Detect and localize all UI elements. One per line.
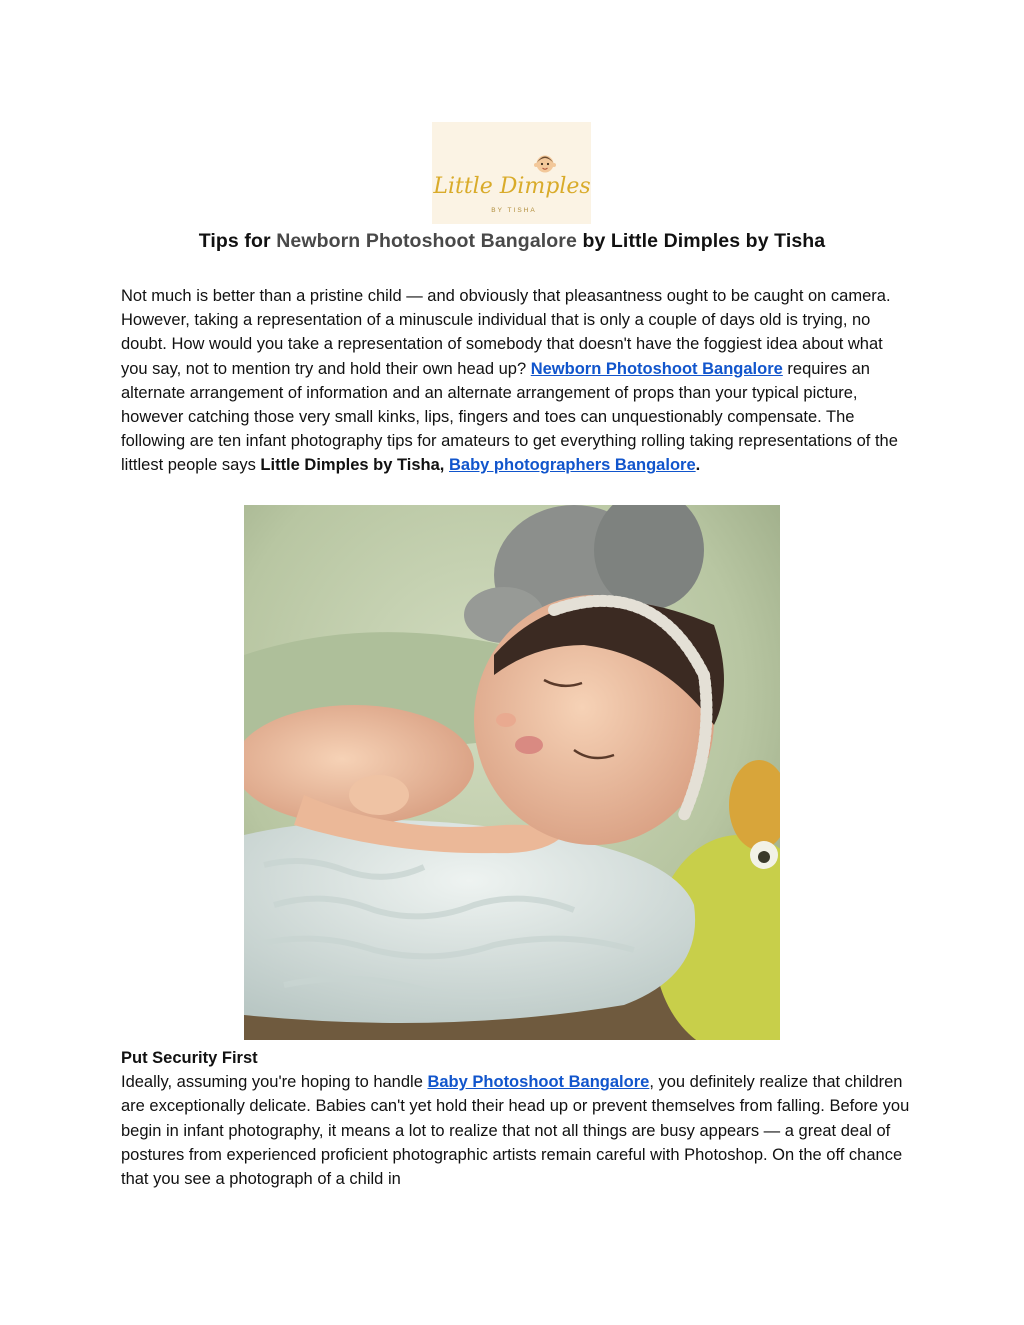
- baby-face-icon: [534, 156, 556, 173]
- page-title: Tips for Newborn Photoshoot Bangalore by Little Dimples by Tisha: [198, 230, 826, 252]
- logo-tagline: BY TISHA: [491, 207, 537, 214]
- newborn-photoshoot-link[interactable]: Newborn Photoshoot Bangalore: [530, 359, 783, 378]
- baby-head: [474, 595, 724, 845]
- section-heading: Put Security First: [121, 1049, 258, 1067]
- baby-photographers-link[interactable]: Baby photographers Bangalore: [449, 456, 696, 475]
- newborn-photo: [244, 505, 780, 1040]
- intro-paragraph: Not much is better than a pristine child — and obviously that pleasantness ought to be caught on camera. However, taking a representation of a minuscule individual that is only a couple of days old is trying, no doubt. How would you take a representation of somebody that doesn't have the foggiest idea about what you say, not to mention try and hold their own head up? Newborn Photoshoot Bangalore requires an alternate arrangement of information and an alternate arrangement of props than your typical picture, however catching those very small kinks, lips, fingers and toes can unquestionably compensate. The following are ten infant photography tips for amateurs to get everything rolling taking representations of the littlest people says Little Dimples by Tisha, Baby photographers Bangalore.: [121, 287, 898, 475]
- brand-logo: [432, 122, 591, 224]
- title-highlight: Newborn Photoshoot Bangalore: [276, 230, 577, 252]
- brand-mention: Little Dimples by Tisha,: [260, 456, 445, 475]
- section-security: Put Security First Ideally, assuming you're hoping to handle Baby Photoshoot Bangalore, you definitely realize that children are exceptionally delicate. Babies can't yet hold their head up or prevent themselves from falling. Before you begin in infant photography, it means a lot to realize that not all things are busy appears — a great deal of postures from experienced proficient photographic artists remain careful with Photoshop. On the off chance that you see a photograph of a child in: [121, 1046, 911, 1191]
- logo-script: Little Dimples: [433, 174, 591, 199]
- baby-photoshoot-link[interactable]: Baby Photoshoot Bangalore: [427, 1073, 650, 1092]
